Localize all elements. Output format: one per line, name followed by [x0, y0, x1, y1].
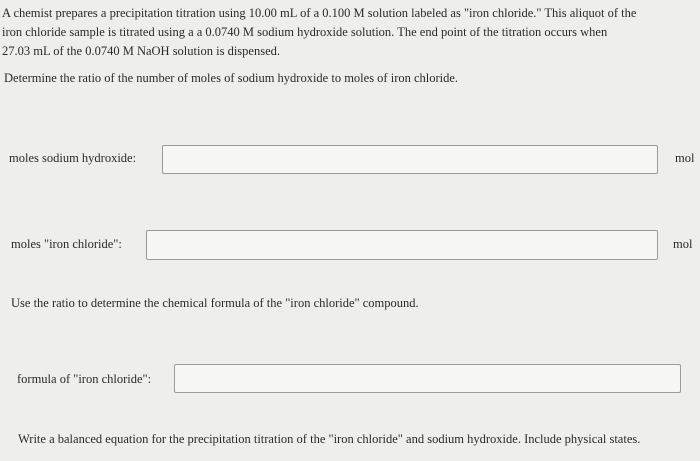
moles-naoh-label: moles sodium hydroxide: [9, 151, 137, 165]
equation-instruction: Write a balanced equation for the precipitation titration of the "iron chloride" and sodium hydroxide. Include physical states. [18, 432, 641, 446]
question-prompt: Determine the ratio of the number of moles of sodium hydroxide to moles of iron chloride. [4, 71, 459, 85]
problem-line: iron chloride sample is titrated using a a 0.0740 M sodium hydroxide solution. The end point of the titration occurs when [2, 25, 608, 39]
formula-label: formula of "iron chloride": [17, 372, 152, 386]
problem-line: 27.03 mL of the 0.0740 M NaOH solution is dispensed. [2, 44, 280, 58]
moles-iron-chloride-label: moles "iron chloride": [11, 237, 122, 251]
moles-iron-chloride-input[interactable] [146, 230, 658, 260]
problem-line: A chemist prepares a precipitation titration using 10.00 mL of a 0.100 M solution labeled as "iron chloride." This aliquot of the [2, 6, 637, 20]
moles-naoh-input[interactable] [162, 145, 658, 174]
formula-input[interactable] [174, 364, 681, 393]
problem-statement [2, 4, 698, 61]
moles-naoh-unit: mol [675, 151, 695, 165]
moles-iron-chloride-unit: mol [673, 237, 693, 251]
formula-instruction: Use the ratio to determine the chemical formula of the "iron chloride" compound. [11, 296, 419, 310]
